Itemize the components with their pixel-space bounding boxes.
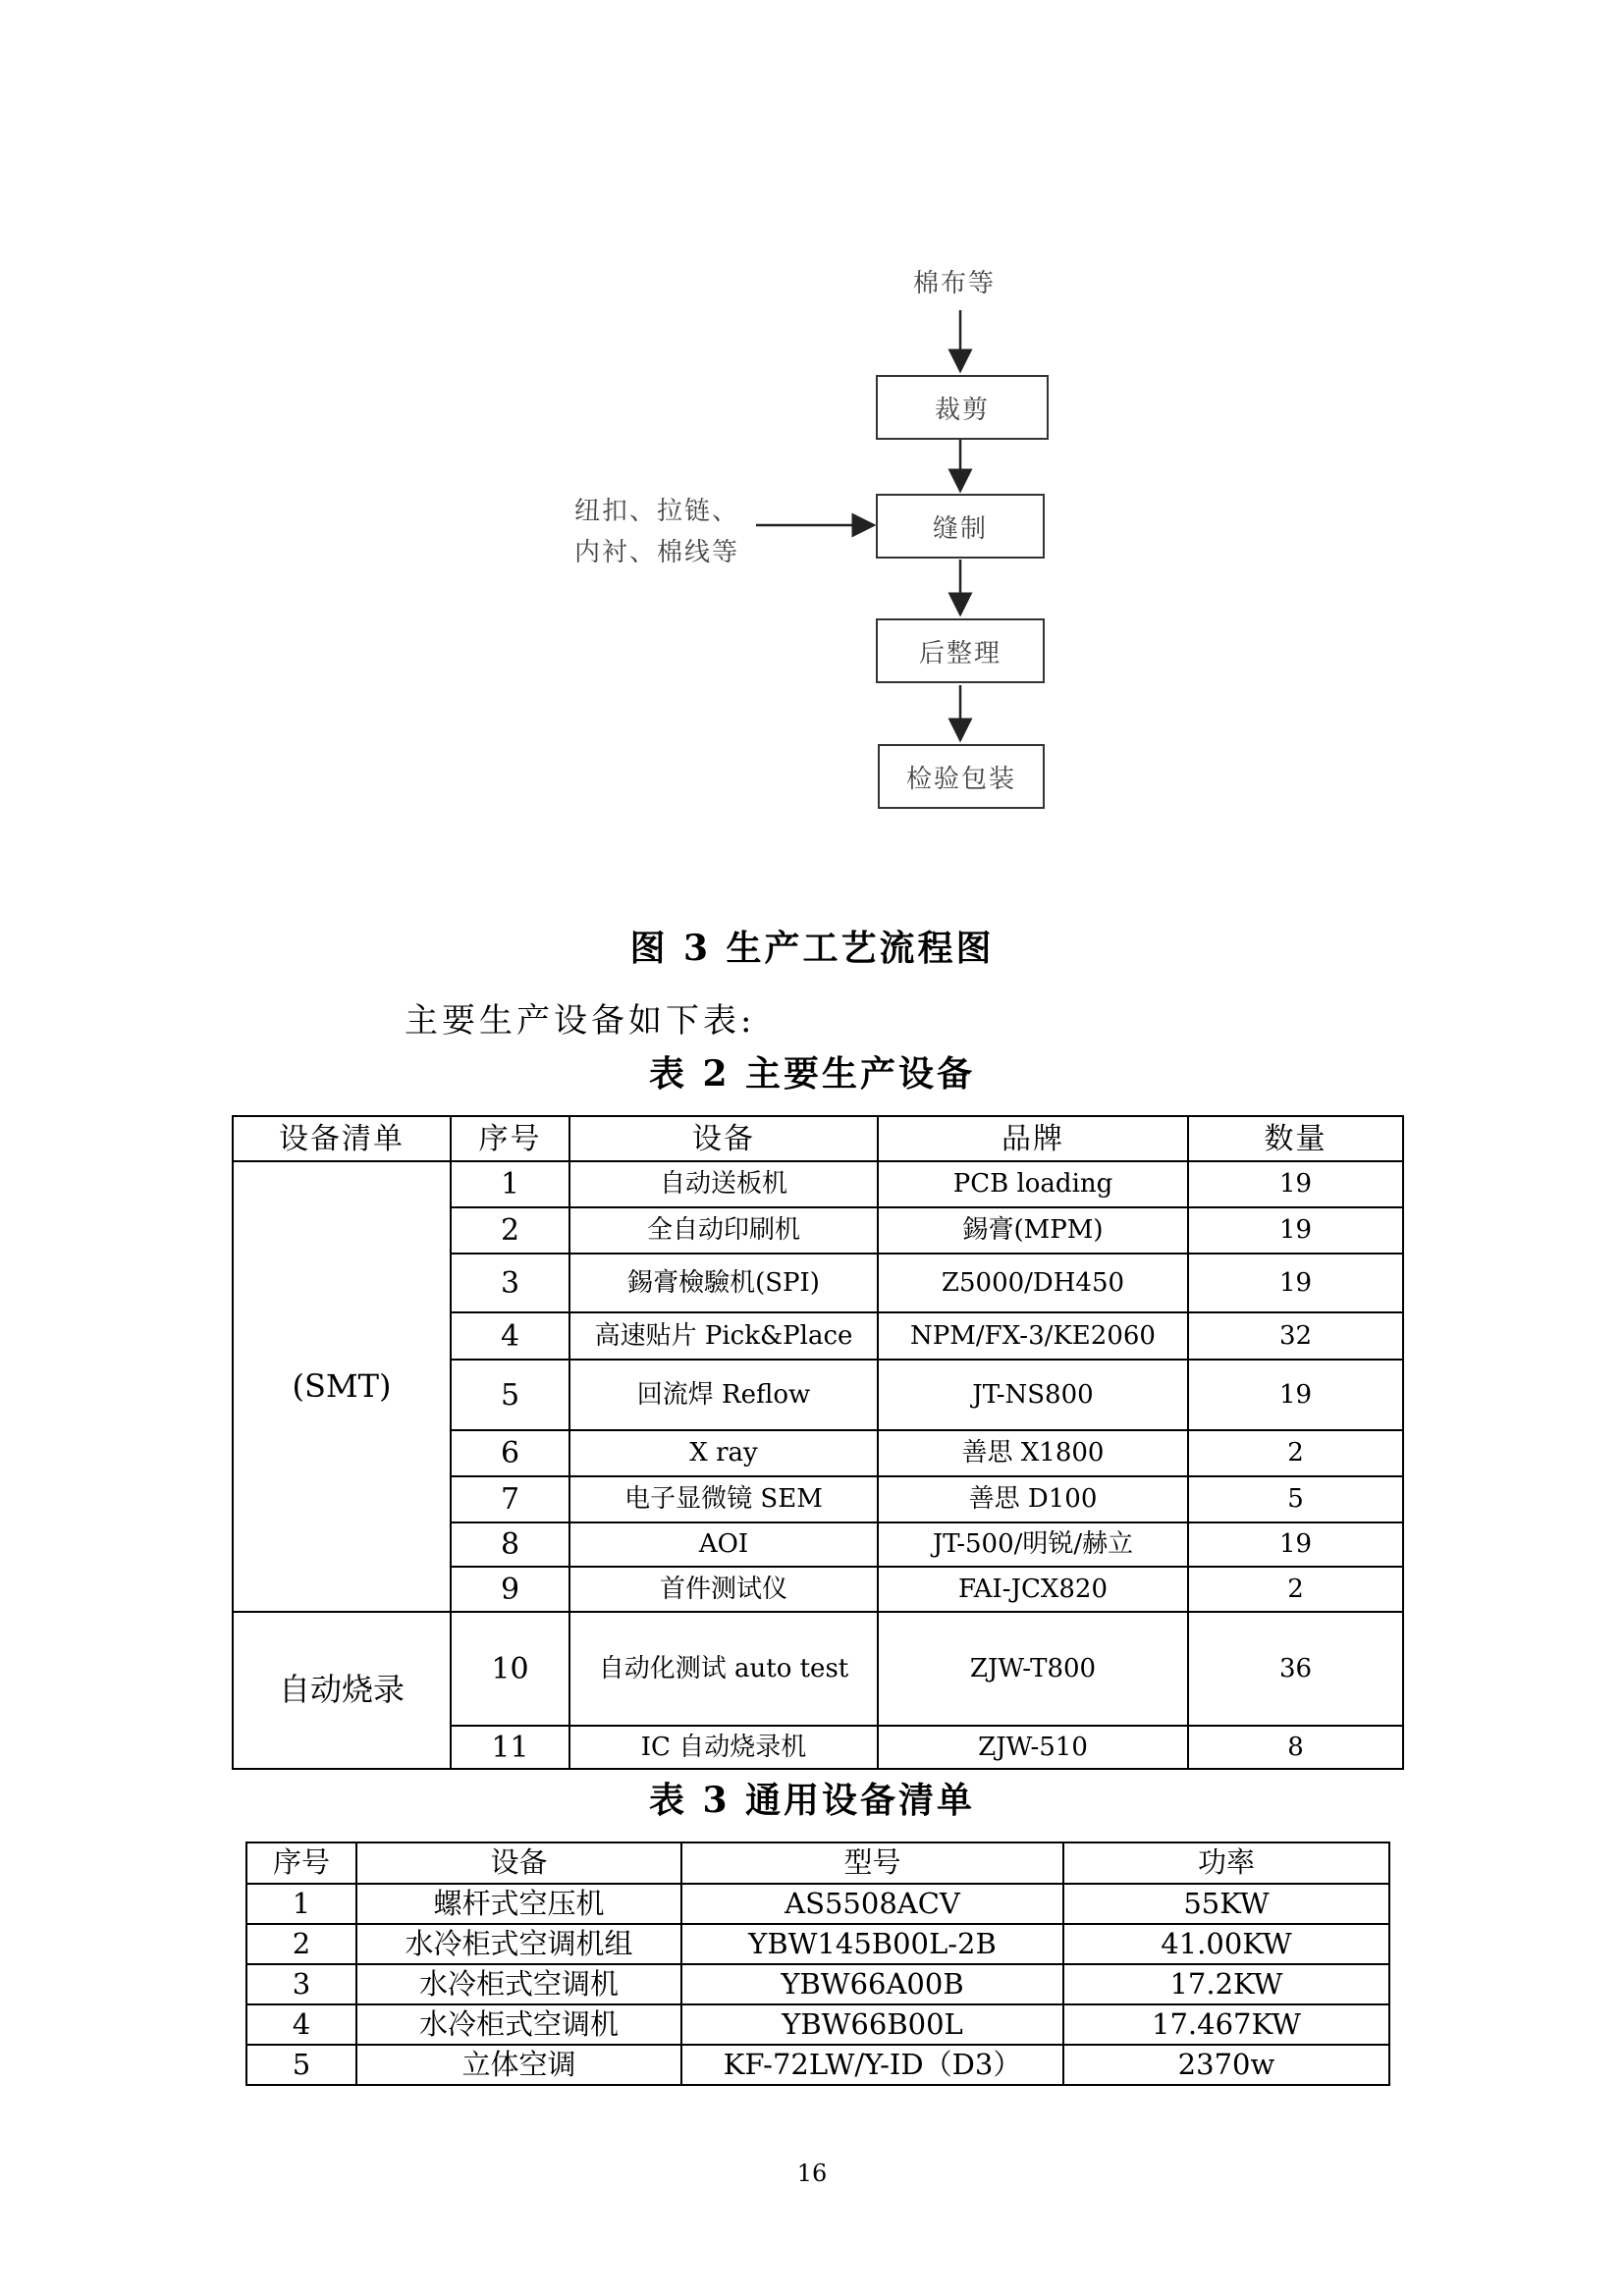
page-number: 16 (796, 2160, 828, 2187)
figure-caption: 图 3 生产工艺流程图 (629, 928, 995, 969)
row-seq: 10 (451, 1612, 569, 1726)
row-device: 螺杆式空压机 (356, 1884, 681, 1924)
group-auto-burn: 自动烧录 (233, 1612, 451, 1769)
flowchart-arrows (0, 0, 1624, 883)
row-model: KF-72LW/Y-ID（D3） (681, 2045, 1063, 2085)
row-device: 自动化测试 auto test (569, 1612, 878, 1726)
flow-side-input-line2: 内衬、棉线等 (574, 538, 740, 567)
flow-side-input-line1: 纽扣、拉链、 (574, 497, 740, 526)
row-brand: ZJW-510 (878, 1726, 1188, 1769)
table2-title: 表 2 主要生产设备 (648, 1053, 976, 1095)
row-qty: 19 (1188, 1522, 1403, 1567)
row-seq: 5 (451, 1360, 569, 1430)
row-device: 首件测试仪 (569, 1567, 878, 1612)
header-seq: 序号 (246, 1842, 356, 1884)
row-device: 立体空调 (356, 2045, 681, 2085)
row-seq: 1 (451, 1161, 569, 1207)
row-qty: 2 (1188, 1430, 1403, 1476)
row-device: IC 自动烧录机 (569, 1726, 878, 1769)
header-quantity: 数量 (1188, 1116, 1403, 1161)
table-row (246, 2045, 1389, 2085)
row-device: 电子显微镜 SEM (569, 1476, 878, 1522)
row-power: 2370w (1063, 2045, 1389, 2085)
header-device: 设备 (356, 1842, 681, 1884)
table-row (246, 1884, 1389, 1924)
row-power: 17.467KW (1063, 2004, 1389, 2045)
row-model: AS5508ACV (681, 1884, 1063, 1924)
row-power: 41.00KW (1063, 1924, 1389, 1964)
row-seq: 6 (451, 1430, 569, 1476)
group-smt: (SMT) (233, 1161, 451, 1612)
row-device: 自动送板机 (569, 1161, 878, 1207)
row-device: 全自动印刷机 (569, 1207, 878, 1254)
row-seq: 4 (451, 1312, 569, 1360)
header-device: 设备 (569, 1116, 878, 1161)
table-row (246, 1924, 1389, 1964)
row-brand: Z5000/DH450 (878, 1254, 1188, 1312)
row-device: 錫膏檢驗机(SPI) (569, 1254, 878, 1312)
row-seq: 1 (246, 1884, 356, 1924)
header-seq: 序号 (451, 1116, 569, 1161)
flow-step-inspection-packing: 检验包装 (878, 744, 1045, 809)
row-model: YBW66A00B (681, 1964, 1063, 2004)
table3-title: 表 3 通用设备清单 (648, 1780, 976, 1821)
row-brand: ZJW-T800 (878, 1612, 1188, 1726)
row-seq: 5 (246, 2045, 356, 2085)
main-equipment-table (232, 1115, 1404, 1770)
row-seq: 2 (451, 1207, 569, 1254)
flow-step-sewing: 缝制 (876, 494, 1045, 559)
row-device: X ray (569, 1430, 878, 1476)
row-device: 高速贴片 Pick&Place (569, 1312, 878, 1360)
row-seq: 9 (451, 1567, 569, 1612)
row-power: 17.2KW (1063, 1964, 1389, 2004)
flow-input-top: 棉布等 (913, 269, 997, 298)
row-qty: 19 (1188, 1207, 1403, 1254)
flow-step-finishing: 后整理 (876, 618, 1045, 683)
row-brand: 善思 X1800 (878, 1430, 1188, 1476)
row-seq: 4 (246, 2004, 356, 2045)
header-model: 型号 (681, 1842, 1063, 1884)
row-qty: 19 (1188, 1254, 1403, 1312)
row-brand: NPM/FX-3/KE2060 (878, 1312, 1188, 1360)
header-equipment-list: 设备清单 (233, 1116, 451, 1161)
row-qty: 8 (1188, 1726, 1403, 1769)
row-model: YBW145B00L-2B (681, 1924, 1063, 1964)
row-brand: JT-NS800 (878, 1360, 1188, 1430)
table-header-row (246, 1842, 1389, 1884)
row-brand: FAI-JCX820 (878, 1567, 1188, 1612)
table-row (246, 2004, 1389, 2045)
row-device: 水冷柜式空调机组 (356, 1924, 681, 1964)
row-qty: 5 (1188, 1476, 1403, 1522)
row-power: 55KW (1063, 1884, 1389, 1924)
row-device: AOI (569, 1522, 878, 1567)
row-seq: 3 (451, 1254, 569, 1312)
row-qty: 2 (1188, 1567, 1403, 1612)
row-model: YBW66B00L (681, 2004, 1063, 2045)
table-header-row (233, 1116, 1403, 1161)
table-row (246, 1964, 1389, 2004)
table-row (233, 1161, 1403, 1207)
row-qty: 32 (1188, 1312, 1403, 1360)
row-seq: 2 (246, 1924, 356, 1964)
intro-text: 主要生产设备如下表: (405, 1001, 756, 1041)
general-equipment-table (245, 1842, 1390, 2086)
flow-step-cutting: 裁剪 (876, 375, 1049, 440)
header-brand: 品牌 (878, 1116, 1188, 1161)
row-seq: 11 (451, 1726, 569, 1769)
row-brand: 錫膏(MPM) (878, 1207, 1188, 1254)
row-brand: PCB loading (878, 1161, 1188, 1207)
row-device: 回流焊 Reflow (569, 1360, 878, 1430)
header-power: 功率 (1063, 1842, 1389, 1884)
row-brand: 善思 D100 (878, 1476, 1188, 1522)
row-seq: 8 (451, 1522, 569, 1567)
row-device: 水冷柜式空调机 (356, 1964, 681, 2004)
row-brand: JT-500/明锐/赫立 (878, 1522, 1188, 1567)
row-qty: 19 (1188, 1360, 1403, 1430)
row-qty: 36 (1188, 1612, 1403, 1726)
table-row (233, 1612, 1403, 1726)
row-seq: 7 (451, 1476, 569, 1522)
row-seq: 3 (246, 1964, 356, 2004)
row-qty: 19 (1188, 1161, 1403, 1207)
row-device: 水冷柜式空调机 (356, 2004, 681, 2045)
